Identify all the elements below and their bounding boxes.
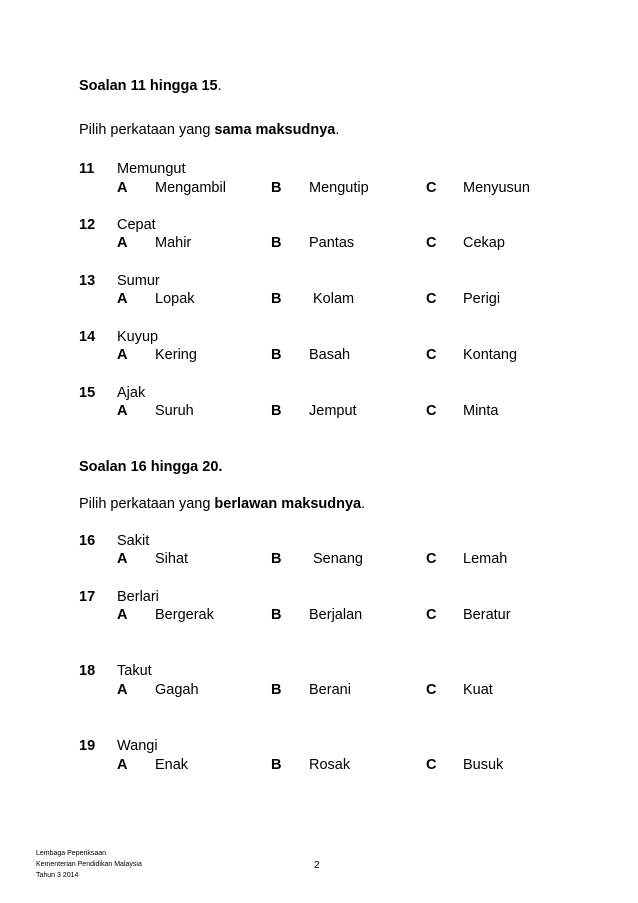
option-letter-c: C — [426, 235, 437, 251]
option-b-text: Kolam — [313, 291, 355, 307]
option-c-text: Lemah — [463, 551, 508, 567]
option-c-text: Beratur — [463, 607, 511, 623]
option-letter-b: B — [271, 682, 282, 698]
option-c-text: Minta — [463, 403, 499, 419]
option-b-text: Basah — [309, 347, 351, 363]
question-word: Berlari — [117, 589, 159, 605]
option-letter-b: B — [271, 235, 282, 251]
option-letter-c: C — [426, 180, 437, 196]
option-a-text: Mengambil — [155, 180, 226, 196]
option-letter-b: B — [271, 757, 282, 773]
option-a-text: Enak — [155, 757, 189, 773]
question-word: Cepat — [117, 217, 156, 233]
option-letter-a: A — [117, 291, 128, 307]
option-a-text: Kering — [155, 347, 197, 363]
option-letter-b: B — [271, 403, 282, 419]
question-word: Kuyup — [117, 329, 159, 345]
question-number: 19 — [79, 738, 96, 754]
question-number: 17 — [79, 589, 96, 605]
option-b-text: Berjalan — [309, 607, 363, 623]
option-letter-b: B — [271, 291, 282, 307]
option-b-text: Jemput — [309, 403, 357, 419]
question-number: 12 — [79, 217, 96, 233]
section-2-instruction: Pilih perkataan yang berlawan maksudnya. — [79, 496, 366, 512]
question-number: 13 — [79, 273, 96, 289]
question-number: 16 — [79, 533, 96, 549]
option-c-text: Kuat — [463, 682, 493, 698]
option-letter-c: C — [426, 551, 437, 567]
section-1-heading: Soalan 11 hingga 15. — [79, 78, 222, 94]
option-b-text: Rosak — [309, 757, 351, 773]
option-letter-c: C — [426, 347, 437, 363]
question-word: Ajak — [117, 385, 146, 401]
option-b-text: Senang — [313, 551, 363, 567]
question-word: Sakit — [117, 533, 150, 549]
option-a-text: Bergerak — [155, 607, 214, 623]
question-word: Memungut — [117, 161, 186, 177]
option-c-text: Perigi — [463, 291, 501, 307]
option-letter-a: A — [117, 607, 128, 623]
option-letter-a: A — [117, 235, 128, 251]
option-b-text: Berani — [309, 682, 351, 698]
question-word: Wangi — [117, 738, 158, 754]
option-a-text: Lopak — [155, 291, 195, 307]
option-letter-a: A — [117, 757, 128, 773]
option-c-text: Kontang — [463, 347, 518, 363]
question-number: 11 — [79, 161, 95, 177]
option-letter-c: C — [426, 607, 437, 623]
section-1-instruction: Pilih perkataan yang sama maksudnya. — [79, 122, 340, 138]
option-letter-c: C — [426, 757, 437, 773]
question-word: Sumur — [117, 273, 160, 289]
question-number: 14 — [79, 329, 96, 345]
option-b-text: Mengutip — [309, 180, 369, 196]
option-letter-c: C — [426, 291, 437, 307]
option-a-text: Mahir — [155, 235, 192, 251]
option-letter-b: B — [271, 551, 282, 567]
option-letter-c: C — [426, 682, 437, 698]
option-letter-a: A — [117, 180, 128, 196]
option-c-text: Cekap — [463, 235, 505, 251]
footer-line: Lembaga Peperiksaan — [36, 850, 107, 857]
option-letter-a: A — [117, 403, 128, 419]
footer — [36, 848, 142, 881]
question-number: 15 — [79, 385, 96, 401]
option-letter-c: C — [426, 403, 437, 419]
option-letter-b: B — [271, 607, 282, 623]
page-number: 2 — [314, 860, 320, 871]
question-number: 18 — [79, 663, 96, 679]
footer-line: Tahun 3 2014 — [36, 872, 79, 879]
option-a-text: Gagah — [155, 682, 199, 698]
option-a-text: Suruh — [155, 403, 194, 419]
option-c-text: Busuk — [463, 757, 504, 773]
option-letter-a: A — [117, 682, 128, 698]
footer-line: Kementerian Pendidikan Malaysia — [36, 861, 142, 868]
section-2-heading: Soalan 16 hingga 20. — [79, 459, 223, 475]
option-c-text: Menyusun — [463, 180, 530, 196]
option-letter-b: B — [271, 180, 282, 196]
question-word: Takut — [117, 663, 152, 679]
option-b-text: Pantas — [309, 235, 355, 251]
option-letter-a: A — [117, 551, 128, 567]
option-letter-b: B — [271, 347, 282, 363]
option-a-text: Sihat — [155, 551, 189, 567]
option-letter-a: A — [117, 347, 128, 363]
